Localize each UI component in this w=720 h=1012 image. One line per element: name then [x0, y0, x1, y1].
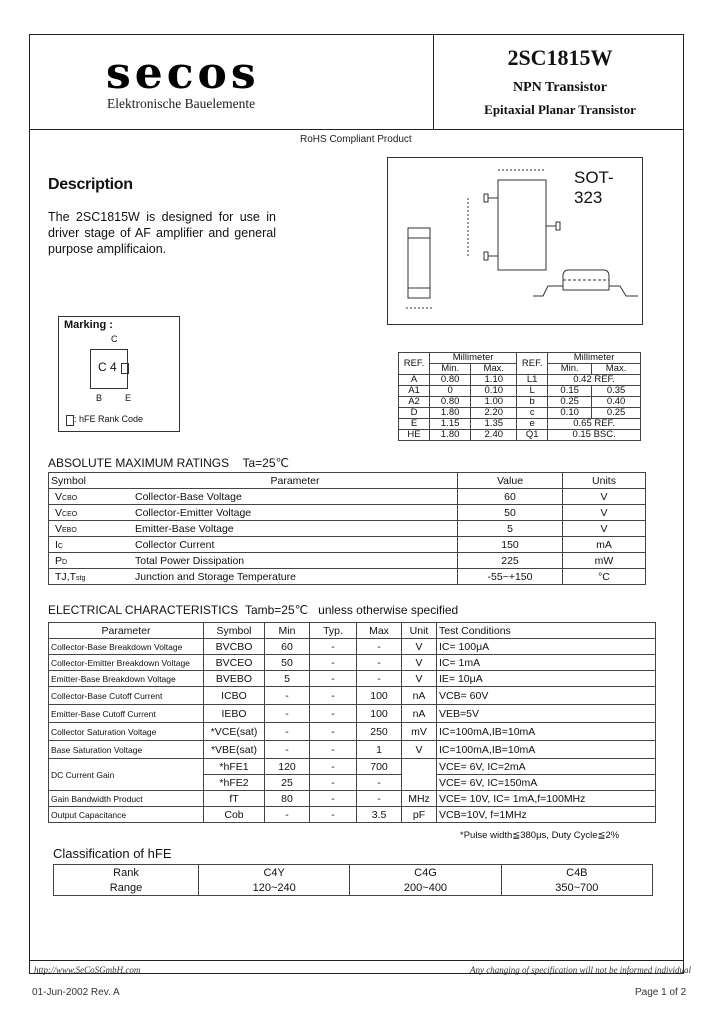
typ-cell: -	[310, 639, 357, 655]
sym-sub: CEO	[62, 510, 78, 518]
dim-cell: e	[517, 419, 548, 430]
max-cell: -	[357, 639, 402, 655]
value-cell: 150	[458, 537, 563, 553]
sym-sub: C	[57, 542, 63, 550]
typ-cell: -	[310, 723, 357, 741]
abs-max-degc: ℃	[275, 456, 289, 470]
table-row	[49, 537, 646, 553]
dim-cell: 0.10	[471, 386, 517, 397]
dim-cell: 0.25	[592, 408, 641, 419]
max-cell: 1	[357, 741, 402, 759]
footer-date: 01-Jun-2002 Rev. A	[32, 987, 120, 998]
value-cell: 60	[458, 489, 563, 505]
cond-cell: IC=100mA,IB=10mA	[437, 723, 656, 741]
table-row	[49, 807, 656, 823]
marking-pin-c: C	[111, 334, 118, 344]
sym-cell: BVEBO	[204, 671, 265, 687]
col-min: Min	[265, 623, 310, 639]
dim-cell: 1.10	[471, 375, 517, 386]
marking-box	[58, 316, 180, 432]
abs-max-table	[48, 472, 646, 585]
sym-cell: BVCBO	[204, 639, 265, 655]
param-cell: Total Power Dissipation	[133, 553, 458, 569]
dim-cell: 0.65 REF.	[548, 419, 641, 430]
min-cell: 25	[265, 775, 310, 791]
unit-cell: °C	[563, 569, 646, 585]
max-cell: -	[357, 671, 402, 687]
cond-cell: VCB=10V, f=1MHz	[437, 807, 656, 823]
marking-title: Marking :	[64, 319, 113, 331]
dim-cell: 0	[430, 386, 471, 397]
min-cell: -	[265, 705, 310, 723]
dim-cell: 0.10	[548, 408, 592, 419]
sym-cell: fT	[204, 791, 265, 807]
max-cell: 3.5	[357, 807, 402, 823]
param-cell: Junction and Storage Temperature	[133, 569, 458, 585]
description-heading: Description	[48, 176, 133, 193]
col-symbol: Symbol	[204, 623, 265, 639]
dim-cell: 0.80	[430, 397, 471, 408]
table-row	[54, 880, 653, 896]
param-cell: Emitter-Base Voltage	[133, 521, 458, 537]
table-row	[399, 397, 641, 408]
max-cell: -	[357, 791, 402, 807]
dim-cell: L	[517, 386, 548, 397]
dim-cell: A2	[399, 397, 430, 408]
sym-cell: *VBE(sat)	[204, 741, 265, 759]
unit-cell: V	[402, 741, 437, 759]
range-label: Range	[54, 880, 199, 896]
rohs-label: RoHS Compliant Product	[300, 134, 412, 145]
rank-cell: C4Y	[199, 865, 350, 881]
sym-cell: BVCEO	[204, 655, 265, 671]
unit-cell: V	[402, 671, 437, 687]
col-unit: Unit	[402, 623, 437, 639]
min-cell: -	[265, 687, 310, 705]
dim-ref-header: REF.	[399, 353, 430, 375]
table-row	[49, 553, 646, 569]
electrical-title	[48, 603, 458, 617]
sym: I	[55, 538, 58, 551]
typ-cell: -	[310, 759, 357, 775]
logo: secos	[106, 48, 260, 99]
table-row	[49, 489, 646, 505]
table-row	[49, 505, 646, 521]
unit-cell: mW	[563, 553, 646, 569]
typ-cell: -	[310, 655, 357, 671]
abs-max-condition: Ta=25	[242, 456, 276, 470]
range-cell: 120~240	[199, 880, 350, 896]
dim-cell: b	[517, 397, 548, 408]
param-cell: Collector-Base Breakdown Voltage	[49, 639, 204, 655]
symbol-cell	[49, 537, 134, 553]
footer-divider	[29, 960, 683, 961]
dim-cell: D	[399, 408, 430, 419]
dim-cell: 1.80	[430, 408, 471, 419]
unit-cell: V	[402, 655, 437, 671]
sym-sub: stg	[76, 574, 86, 582]
table-header-row	[49, 623, 656, 639]
typ-cell: -	[310, 791, 357, 807]
electrical-condition: Tamb=25	[244, 603, 295, 617]
part-number: 2SC1815W	[507, 45, 613, 70]
table-row	[49, 791, 656, 807]
package-drawing	[387, 157, 643, 325]
sym: TJ,T	[55, 570, 76, 583]
range-cell: 350~700	[501, 880, 652, 896]
col-max: Max	[357, 623, 402, 639]
value-cell: 50	[458, 505, 563, 521]
max-cell: -	[357, 775, 402, 791]
marking-pin-e: E	[125, 393, 132, 403]
min-cell: 5	[265, 671, 310, 687]
symbol-cell	[49, 521, 134, 537]
transistor-type: NPN Transistor	[513, 80, 607, 95]
typ-cell: -	[310, 687, 357, 705]
table-row	[399, 419, 641, 430]
footer-disclaimer: Any changing of specification will not be informed individual	[470, 965, 691, 975]
dim-min-header: Min.	[430, 364, 471, 375]
dim-cell: A1	[399, 386, 430, 397]
dim-cell: A	[399, 375, 430, 386]
logo-subtitle: Elektronische Bauelemente	[107, 96, 256, 111]
unit-cell: pF	[402, 807, 437, 823]
table-row	[399, 375, 641, 386]
cond-cell: IC=100mA,IB=10mA	[437, 741, 656, 759]
col-parameter: Parameter	[133, 473, 458, 489]
max-cell: -	[357, 655, 402, 671]
classification-title: Classification of hFE	[53, 846, 172, 861]
param-cell: Gain Bandwidth Product	[49, 791, 204, 807]
unit-cell: V	[402, 639, 437, 655]
param-cell: Collector-Base Voltage	[133, 489, 458, 505]
dim-cell: 1.00	[471, 397, 517, 408]
dim-cell: 1.15	[430, 419, 471, 430]
table-row	[399, 386, 641, 397]
dim-cell: 0.80	[430, 375, 471, 386]
param-cell: Output Capacitance	[49, 807, 204, 823]
sym-sub: CBO	[62, 494, 78, 502]
sym-cell: *hFE2	[204, 775, 265, 791]
value-cell: 5	[458, 521, 563, 537]
package-name: SOT-323	[574, 168, 614, 207]
header-divider	[29, 129, 683, 130]
dim-cell: 0.40	[592, 397, 641, 408]
param-cell: Collector Current	[133, 537, 458, 553]
symbol-cell	[49, 489, 134, 505]
dim-cell: 2.20	[471, 408, 517, 419]
symbol-cell	[49, 553, 134, 569]
cond-cell: IC= 100μA	[437, 639, 656, 655]
cond-cell: VCE= 10V, IC= 1mA,f=100MHz	[437, 791, 656, 807]
dim-ref-header-2: REF.	[517, 353, 548, 375]
header-vdivider	[433, 34, 434, 129]
range-cell: 200~400	[350, 880, 501, 896]
dim-cell: 1.35	[471, 419, 517, 430]
table-row	[49, 759, 656, 775]
sym-sub: D	[62, 558, 68, 566]
table-row	[399, 430, 641, 441]
param-cell: DC Current Gain	[49, 759, 204, 791]
sym-sub: EBO	[62, 526, 77, 534]
typ-cell: -	[310, 671, 357, 687]
unit-cell: nA	[402, 687, 437, 705]
marking-pin-b: B	[96, 393, 103, 403]
dim-cell: c	[517, 408, 548, 419]
electrical-title-text: ELECTRICAL CHARACTERISTICS	[48, 603, 239, 617]
cond-cell: VCE= 6V, IC=150mA	[437, 775, 656, 791]
cond-cell: IE= 10μA	[437, 671, 656, 687]
param-cell: Emitter-Base Breakdown Voltage	[49, 671, 204, 687]
col-units: Units	[563, 473, 646, 489]
table-row	[49, 671, 656, 687]
param-cell: Collector-Base Cutoff Current	[49, 687, 204, 705]
transistor-subtype: Epitaxial Planar Transistor	[484, 102, 636, 117]
abs-max-title	[48, 456, 289, 470]
table-row	[49, 723, 656, 741]
min-cell: 60	[265, 639, 310, 655]
max-cell: 100	[357, 687, 402, 705]
min-cell: 120	[265, 759, 310, 775]
dim-max-header: Max.	[471, 364, 517, 375]
abs-max-title-text: ABSOLUTE MAXIMUM RATINGS	[48, 456, 230, 470]
dim-cell: 0.42 REF.	[548, 375, 641, 386]
min-cell: 50	[265, 655, 310, 671]
typ-cell: -	[310, 705, 357, 723]
col-symbol: Symbol	[49, 473, 134, 489]
classification-table	[53, 864, 653, 896]
footer-url[interactable]: http://www.SeCoSGmbH.com	[34, 965, 141, 975]
cond-cell: VCB= 60V	[437, 687, 656, 705]
sym-cell: IEBO	[204, 705, 265, 723]
dim-cell: 0.15	[548, 386, 592, 397]
value-cell: -55~+150	[458, 569, 563, 585]
rank-cell: C4B	[501, 865, 652, 881]
symbol-cell	[49, 569, 134, 585]
table-row	[399, 408, 641, 419]
sym: V	[55, 490, 63, 503]
unit-cell	[402, 759, 437, 791]
marking-note: : hFE Rank Code	[74, 414, 144, 424]
col-value: Value	[458, 473, 563, 489]
sym: V	[55, 522, 63, 535]
param-cell: Collector-Emitter Voltage	[133, 505, 458, 521]
dim-cell: HE	[399, 430, 430, 441]
rank-label: Rank	[54, 865, 199, 881]
max-cell: 700	[357, 759, 402, 775]
dim-cell: L1	[517, 375, 548, 386]
marking-code: C 4	[98, 360, 117, 374]
table-row	[49, 687, 656, 705]
col-test-conditions: Test Conditions	[437, 623, 656, 639]
dim-cell: 0.15 BSC.	[548, 430, 641, 441]
sym: V	[55, 506, 63, 519]
electrical-table	[48, 622, 656, 823]
param-cell: Base Saturation Voltage	[49, 741, 204, 759]
max-cell: 100	[357, 705, 402, 723]
sym-cell: Cob	[204, 807, 265, 823]
unit-cell: nA	[402, 705, 437, 723]
electrical-degc: ℃	[294, 603, 309, 617]
unit-cell: V	[563, 489, 646, 505]
rank-legend-icon	[66, 415, 74, 426]
dim-max-header-2: Max.	[592, 364, 641, 375]
unit-cell: V	[563, 505, 646, 521]
cond-cell: VCE= 6V, IC=2mA	[437, 759, 656, 775]
dimensions-table	[398, 352, 641, 441]
table-row	[54, 865, 653, 881]
rank-box-icon	[121, 363, 129, 374]
sym-cell: *VCE(sat)	[204, 723, 265, 741]
table-row	[49, 639, 656, 655]
sym-cell: *hFE1	[204, 759, 265, 775]
cond-cell: IC= 1mA	[437, 655, 656, 671]
table-row	[49, 521, 646, 537]
dim-cell: 0.35	[592, 386, 641, 397]
unit-cell: MHz	[402, 791, 437, 807]
dim-min-header-2: Min.	[548, 364, 592, 375]
unit-cell: mV	[402, 723, 437, 741]
param-cell: Collector Saturation Voltage	[49, 723, 204, 741]
cond-cell: VEB=5V	[437, 705, 656, 723]
min-cell: 80	[265, 791, 310, 807]
table-header-row	[49, 473, 646, 489]
typ-cell: -	[310, 807, 357, 823]
col-parameter: Parameter	[49, 623, 204, 639]
electrical-suffix: unless otherwise specified	[318, 603, 459, 617]
table-row	[49, 741, 656, 759]
value-cell: 225	[458, 553, 563, 569]
symbol-cell	[49, 505, 134, 521]
col-typ: Typ.	[310, 623, 357, 639]
unit-cell: V	[563, 521, 646, 537]
dim-cell: Q1	[517, 430, 548, 441]
min-cell: -	[265, 741, 310, 759]
sym-cell: ICBO	[204, 687, 265, 705]
dim-mm-header: Millimeter	[430, 353, 517, 364]
table-row	[49, 569, 646, 585]
typ-cell: -	[310, 775, 357, 791]
param-cell: Emitter-Base Cutoff Current	[49, 705, 204, 723]
typ-cell: -	[310, 741, 357, 759]
dim-cell: 1.80	[430, 430, 471, 441]
unit-cell: mA	[563, 537, 646, 553]
table-row	[49, 705, 656, 723]
min-cell: -	[265, 723, 310, 741]
param-cell: Collector-Emitter Breakdown Voltage	[49, 655, 204, 671]
description-text: The 2SC1815W is designed for use in driver stage of AF amplifier and general purpose amplificaion.	[48, 210, 276, 256]
min-cell: -	[265, 807, 310, 823]
sym: P	[55, 554, 63, 567]
footer-page: Page 1 of 2	[635, 987, 687, 998]
max-cell: 250	[357, 723, 402, 741]
table-row	[49, 655, 656, 671]
dim-cell: E	[399, 419, 430, 430]
rank-cell: C4G	[350, 865, 501, 881]
pulse-note: *Pulse width≦380μs, Duty Cycle≦2%	[460, 830, 620, 841]
dim-cell: 0.25	[548, 397, 592, 408]
package-outline-diagram	[388, 158, 642, 324]
dim-cell: 2.40	[471, 430, 517, 441]
dim-mm-header-2: Millimeter	[548, 353, 641, 364]
